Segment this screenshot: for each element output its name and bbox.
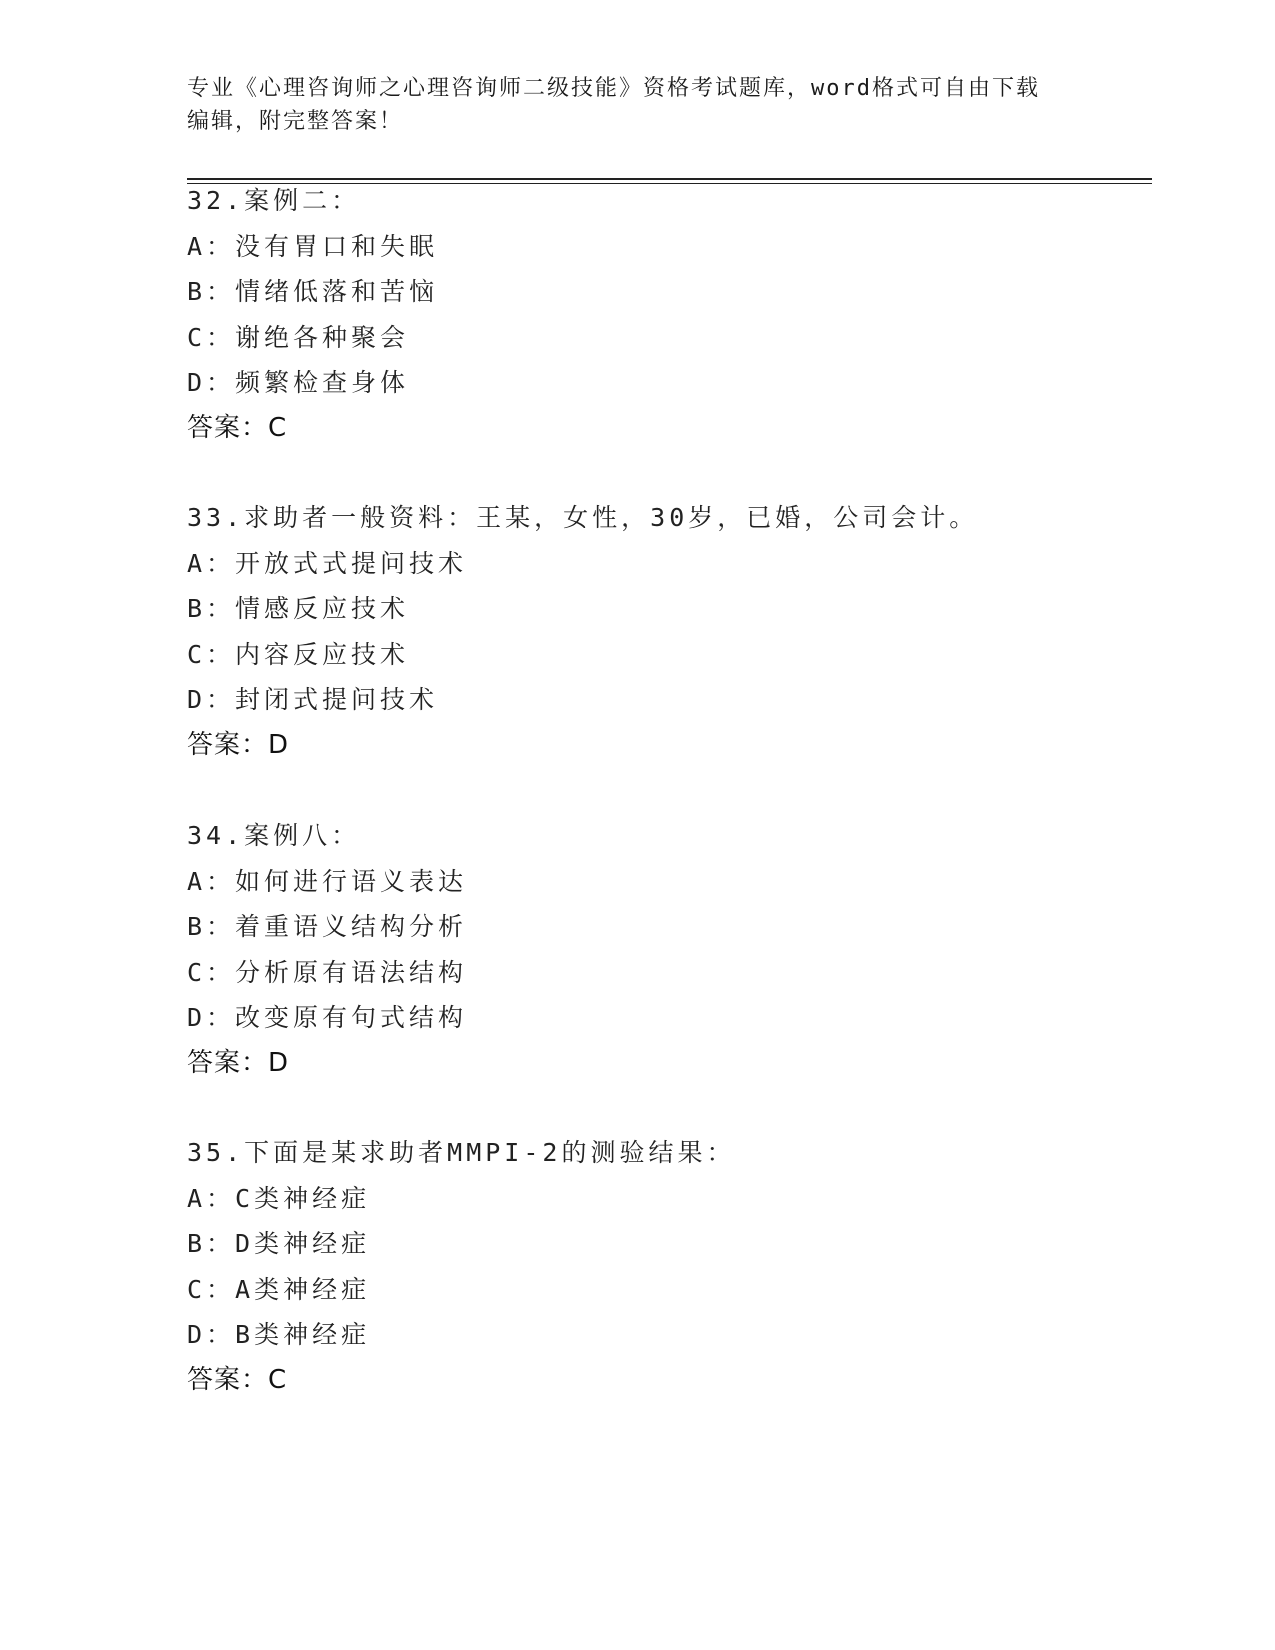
option-c: C：内容反应技术 (187, 639, 410, 669)
option-a: A：开放式式提问技术 (187, 548, 468, 578)
answer-label: 答案： (187, 1047, 269, 1078)
option-b: B：D类神经症 (187, 1229, 371, 1258)
header-line-1: 专业《心理咨询师之心理咨询师二级技能》资格考试题库，word格式可自由下载 (187, 76, 1040, 101)
answer-line (187, 723, 1147, 769)
answer-value: C (268, 1364, 288, 1395)
answer-value: D (268, 1047, 290, 1078)
answer-value: D (268, 729, 290, 760)
question-block-33 (187, 495, 1147, 768)
question-block-32 (187, 178, 1147, 451)
option-b: B：情绪低落和苦恼 (187, 277, 439, 306)
option-d: D：频繁检查身体 (187, 368, 410, 397)
option-a: A：C类神经症 (187, 1183, 371, 1213)
header-line-2: 编辑，附完整答案！ (187, 109, 404, 134)
option-a: A：没有胃口和失眠 (187, 231, 439, 261)
answer-line (187, 406, 1147, 452)
option-d: D：B类神经症 (187, 1320, 371, 1349)
question-stem: 35.下面是某求助者MMPI-2的测验结果： (187, 1138, 736, 1167)
option-c: C：分析原有语法结构 (187, 957, 468, 987)
answer-line (187, 1041, 1147, 1087)
option-d: D：封闭式提问技术 (187, 685, 439, 714)
question-block-34 (187, 813, 1147, 1086)
document-header (187, 72, 1067, 138)
option-a: A：如何进行语义表达 (187, 866, 468, 896)
option-b: B：情感反应技术 (187, 594, 410, 623)
answer-label: 答案： (187, 729, 269, 760)
answer-label: 答案： (187, 1364, 269, 1395)
option-c: C：谢绝各种聚会 (187, 322, 410, 352)
question-block-35 (187, 1130, 1147, 1403)
option-d: D：改变原有句式结构 (187, 1003, 468, 1032)
question-stem: 32.案例二： (187, 186, 361, 215)
option-b: B：着重语义结构分析 (187, 912, 468, 941)
answer-value: C (268, 412, 288, 443)
question-stem: 34.案例八： (187, 821, 361, 850)
answer-line (187, 1358, 1147, 1404)
answer-label: 答案： (187, 412, 269, 443)
option-c: C：A类神经症 (187, 1274, 371, 1304)
question-stem: 33.求助者一般资料：王某，女性，30岁，已婚，公司会计。 (187, 503, 979, 532)
